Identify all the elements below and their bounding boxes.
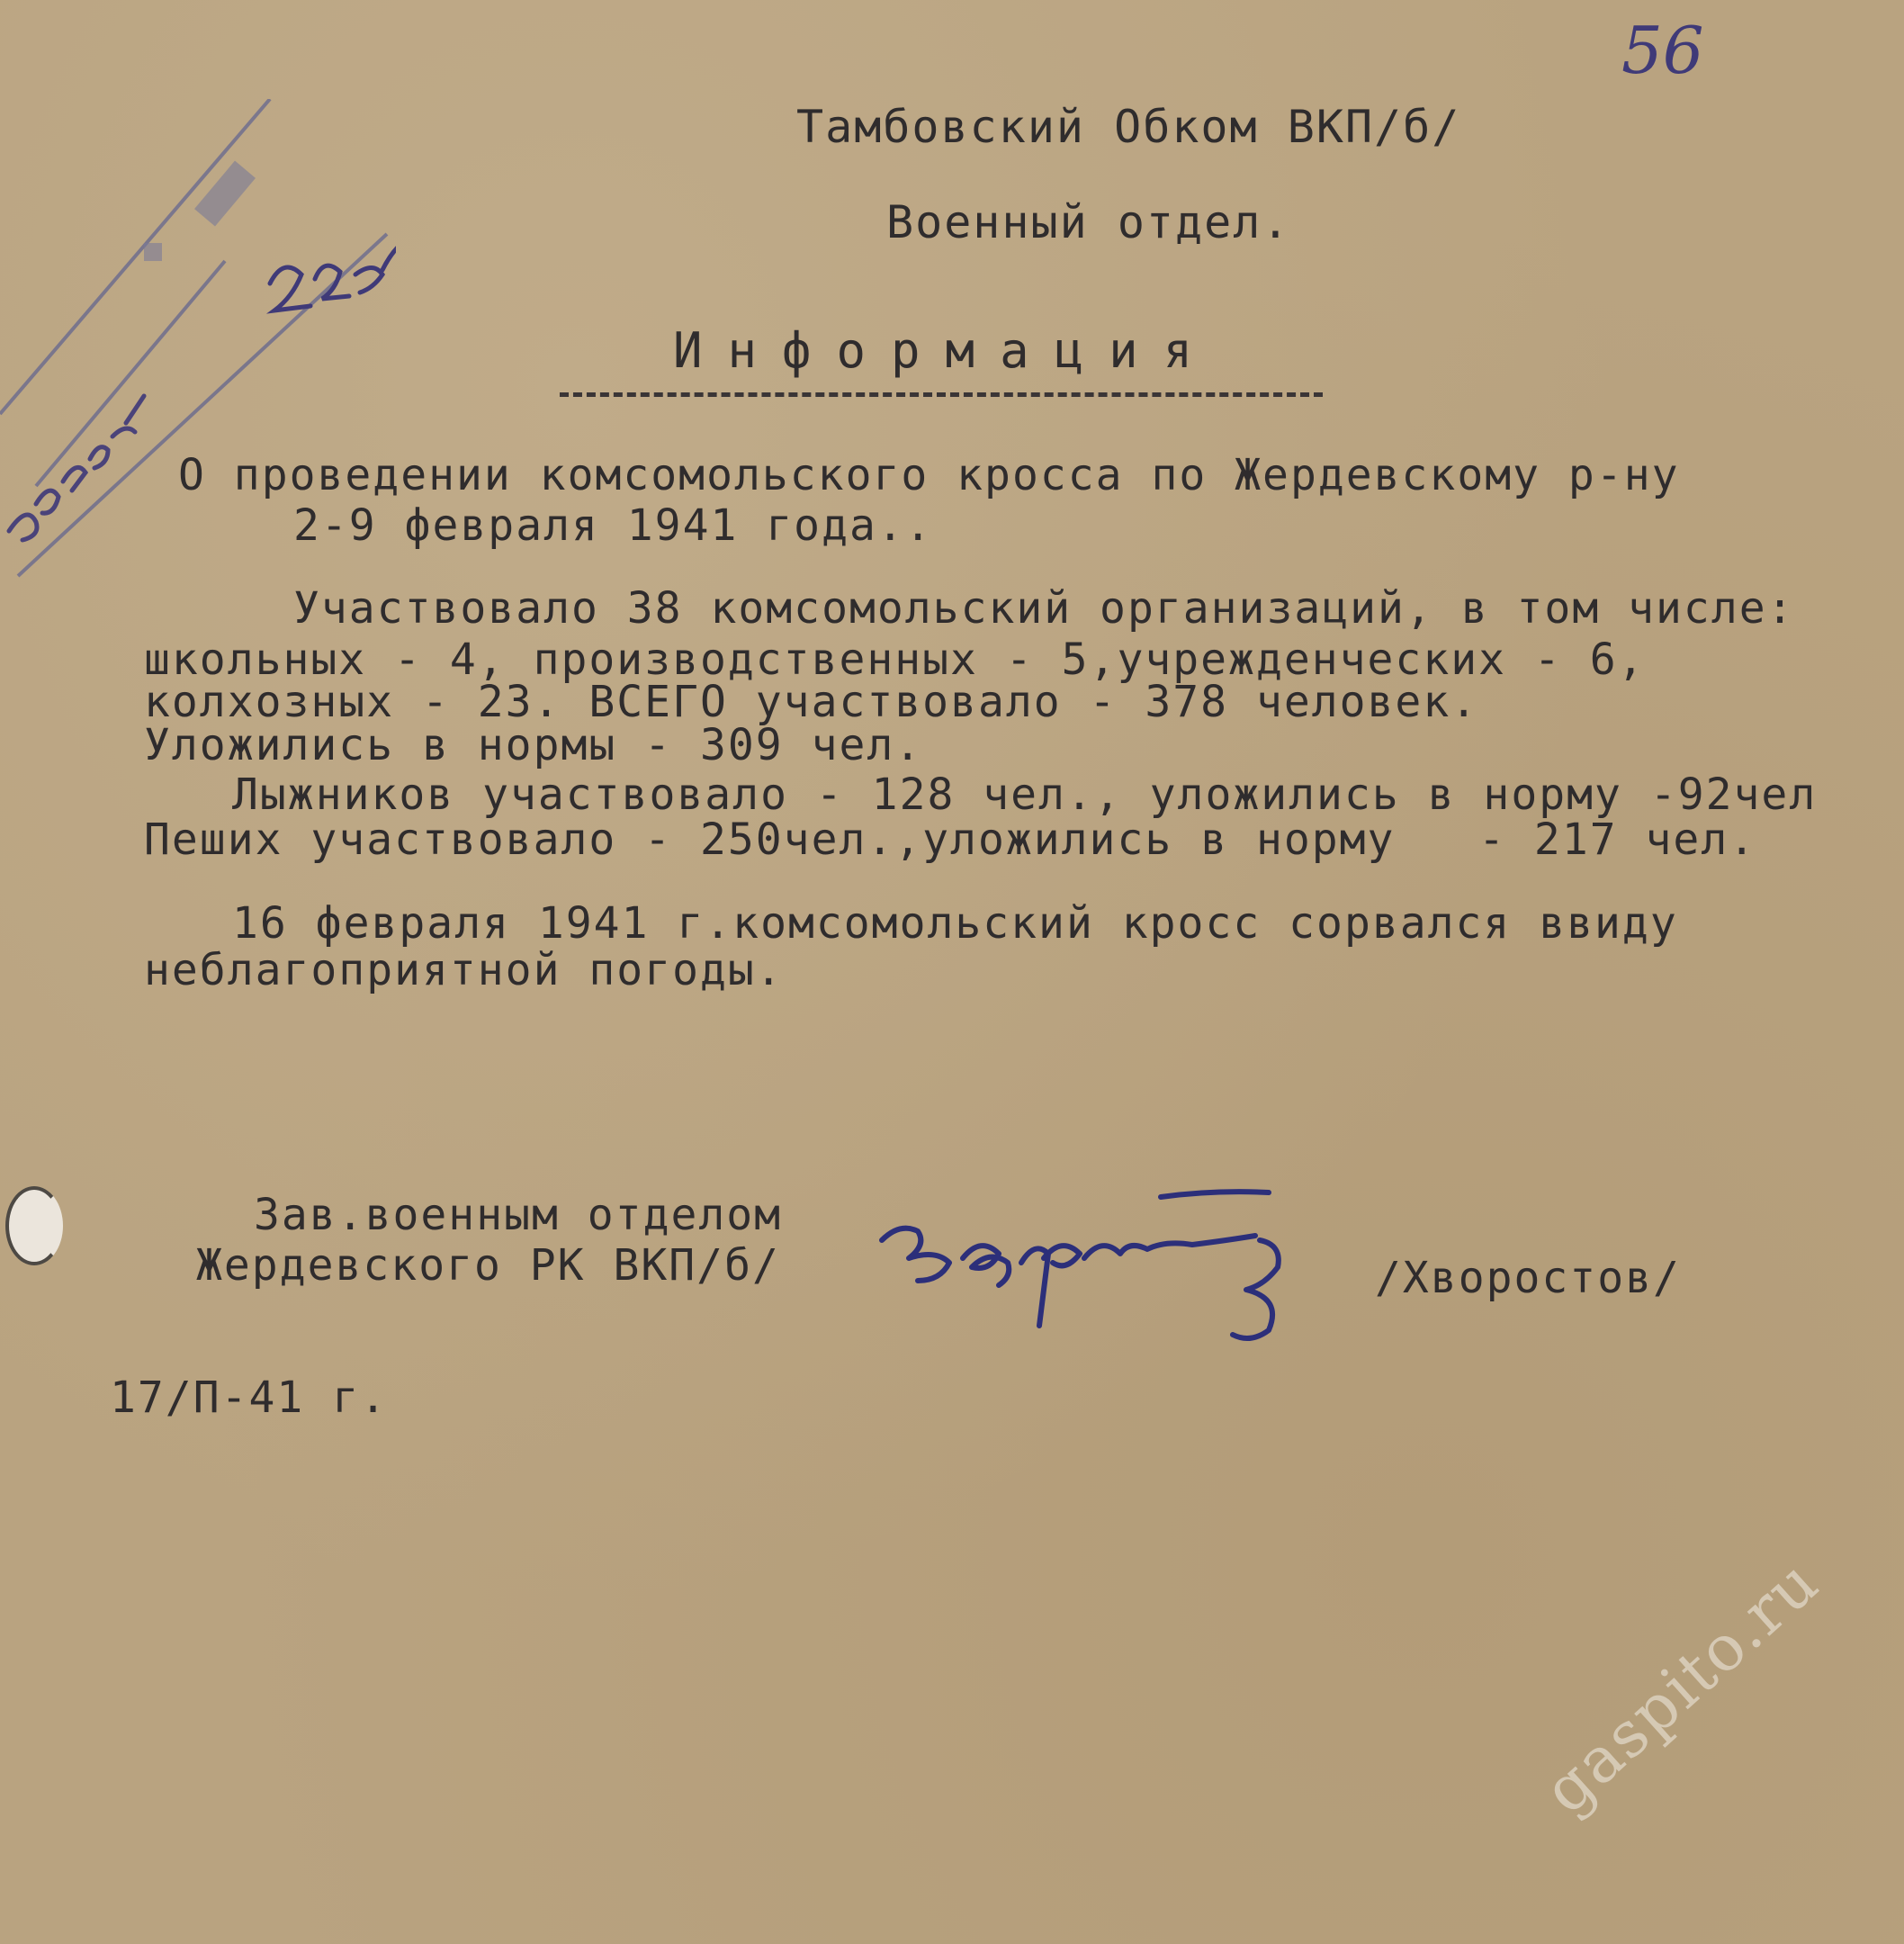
organization-name: Тамбовский Обком ВКП/б/ [796,101,1461,153]
paragraph-1-line-3: колхозных - 23. ВСЕГО участвовало - 378 человек. [144,677,1479,727]
watermark: gaspito.ru [1530,1544,1833,1828]
paragraph-2-line-2: Пеших участвовало - 250чел.,уложились в норму - 217 чел. [144,814,1757,865]
signatory-position-line-1: Зав.военным отделом [254,1190,783,1240]
paragraph-1-line-2: школьных - 4, производственных - 5,учрежденческих - 6, [144,634,1646,685]
subject-line-1: О проведении комсомольского кросса по Жердевскому р-ну [178,450,1680,500]
paragraph-1-line-1: Участвовало 38 комсомольский организаций, в том числе: [293,583,1795,634]
archive-page-number: 56 [1621,13,1704,88]
document-date: 17/П-41 г. [110,1372,388,1423]
paragraph-3-line-1: 16 февраля 1941 г.комсомольский кросс сорвался ввиду [232,898,1678,949]
document-title: Информация [673,322,1218,379]
subject-line-2: 2-9 февраля 1941 года.. [293,500,933,551]
signatory-position-line-2: Жердевского РК ВКП/б/ [196,1240,780,1291]
paragraph-1-line-4: Уложились в нормы - 309 чел. [144,720,923,770]
title-underline [560,392,1323,397]
punch-hole [5,1186,63,1265]
paragraph-3-line-2: неблагоприятной погоды. [144,945,784,995]
margin-handwriting [0,378,153,558]
signatory-name: /Хворостов/ [1375,1253,1681,1303]
paragraph-2-line-1: Лыжников участвовало - 128 чел., уложились в норму -92чел [232,770,1818,820]
handwritten-signature [864,1186,1350,1357]
department-name: Военный отдел. [886,196,1291,248]
